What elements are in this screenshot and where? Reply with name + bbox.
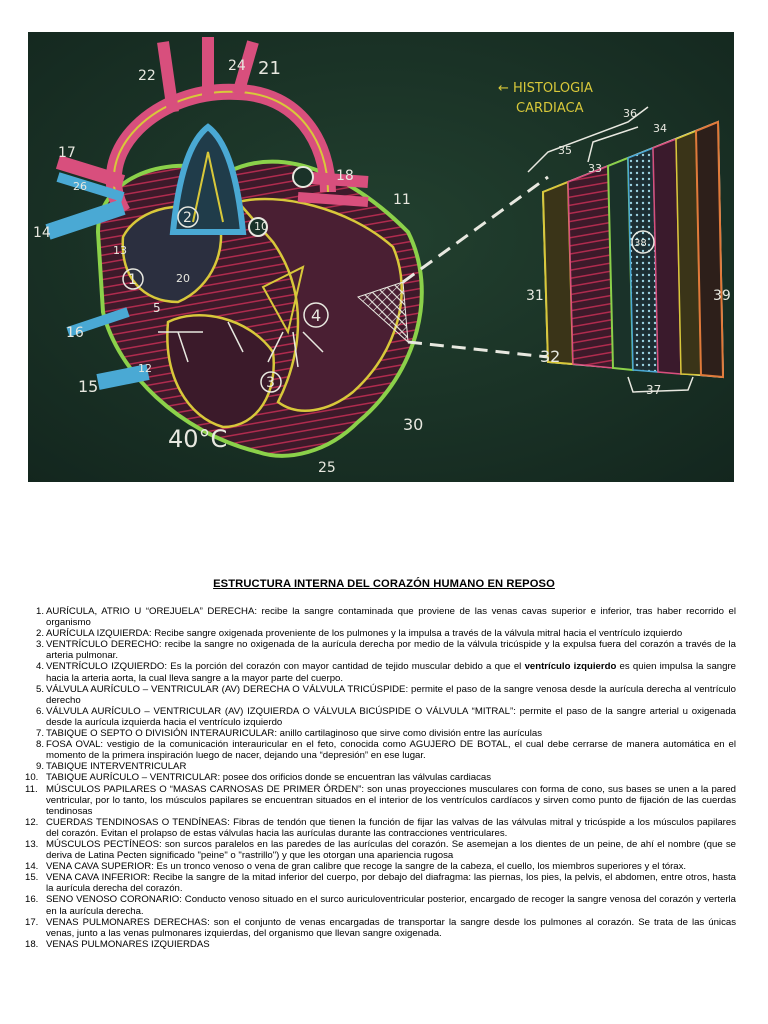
callout-label: 24 <box>228 58 246 74</box>
item-text: FOSA OVAL: vestigio de la comunicación interauricular en el feto, conocida como AGUJERO DE BOTAL, el cual debe cerrarse de manera automática en el momento de la primera inspiración luego de nacer, dejando una “depresión” en ese lugar. <box>46 739 736 762</box>
item-number: 3. <box>35 639 44 651</box>
definition-item <box>28 684 736 706</box>
callout-label: 39 <box>713 288 731 304</box>
item-text: VÁLVULA AURÍCULO – VENTRICULAR (AV) IZQUIERDA O VÁLVULA BICÚSPIDE O VÁLVULA “MITRAL”: permite el paso de la sangre arterial u oxigenada desde la aurícula izquierda hacia el ventrículo izquierdo <box>46 705 736 728</box>
myocardium-layer <box>568 166 613 368</box>
item-number: 1. <box>35 606 44 617</box>
callout-label: 30 <box>403 415 424 434</box>
item-text: SENO VENOSO CORONARIO: Conducto venoso situado en el surco auriculoventricular posterior, encargado de recoger la sangre venosa del corazón y verterla en la aurícula derecha. <box>46 894 736 917</box>
definition-item <box>25 861 736 873</box>
region-number: 2 <box>183 210 192 226</box>
item-number: 10. <box>25 772 39 784</box>
callout-label: 35 <box>558 144 572 157</box>
item-number: 8. <box>35 739 44 751</box>
item-text: TABIQUE AURÍCULO – VENTRICULAR: posee dos orificios donde se encuentran las válvulas cardiacas <box>46 772 492 784</box>
definition-item <box>25 916 736 939</box>
item-number: 18. <box>25 938 39 950</box>
item-number: 2. <box>35 628 44 640</box>
callout-label: 26 <box>73 180 87 193</box>
callout-label: 15 <box>78 377 99 396</box>
callout-label: 10 <box>254 220 268 233</box>
item-number: 11. <box>25 783 38 795</box>
item-number: 9. <box>35 761 44 773</box>
definition-item <box>28 628 736 639</box>
item-text: AURÍCULA IZQUIERDA: Recibe sangre oxigenada proveniente de los pulmones y la impulsa a través de la válvula mitral hacia el ventrículo izquierdo <box>46 628 683 640</box>
callout-label: 12 <box>138 362 152 375</box>
document-title: ESTRUCTURA INTERNA DEL CORAZÓN HUMANO EN REPOSO <box>213 578 555 590</box>
item-number: 6. <box>35 705 44 717</box>
item-text: VENAS PULMONARES IZQUIERDAS <box>46 938 210 950</box>
item-text: TABIQUE INTERVENTRICULAR <box>46 761 187 773</box>
callout-label: 18 <box>336 168 354 184</box>
callout-label: 36 <box>623 107 637 120</box>
callout-label: 25 <box>318 460 336 476</box>
item-text: VENTRÍCULO IZQUIERDO: Es la porción del corazón con mayor cantidad de tejido muscular debido a que el <box>46 661 525 673</box>
item-number: 15. <box>25 872 39 884</box>
item-number: 16. <box>25 894 39 906</box>
item-text: MÚSCULOS PECTÍNEOS: son surcos paralelos en las paredes de las aurículas del corazón. Se asemejan a los dientes de un peine, de ahí el nombre (que se deriva de Latina Pecten significado "peine" o "rastrillo") y que les otorgan una apariencia rugosa <box>46 838 736 862</box>
definition-item <box>28 661 736 683</box>
item-text: es quien impulsa la sangre hacia la arteria aorta, la cual lleva sangre a la mayor parte del cuerpo. <box>46 661 737 684</box>
definition-item <box>28 706 736 728</box>
item-number: 17. <box>25 916 39 928</box>
callout-label: 17 <box>58 145 76 161</box>
callout-label: 5 <box>153 301 161 315</box>
item-number: 7. <box>35 728 44 740</box>
definition-item <box>25 938 736 950</box>
chalkboard-photo <box>28 32 734 482</box>
item-number: 4. <box>35 661 44 673</box>
definition-item <box>25 816 736 839</box>
item-text-bold: ventrículo izquierdo <box>524 661 617 673</box>
definition-item <box>25 872 736 895</box>
callout-label: 14 <box>33 225 51 241</box>
item-text: CUERDAS TENDINOSAS O TENDÍNEAS: Fibras de tendón que tienen la función de fijar las valvas de las válvulas mitral y tricúspide a los músculos papilares del corazón. Evitan el prolapso de estas válvulas hacia las aurículas durante las contracciones ventriculares. <box>46 816 736 839</box>
definition-item <box>28 739 736 761</box>
temperature-label: 40°C <box>168 425 228 453</box>
item-text: AURÍCULA, ATRIO U “OREJUELA” DERECHA: recibe la sangre contaminada que proviene de las venas cavas superior e inferior, tras haber recorrido el organismo <box>46 606 736 629</box>
callout-label: 16 <box>66 325 84 341</box>
item-text: VÁLVULA AURÍCULO – VENTRICULAR (AV) DERECHA O VÁLVULA TRICÚSPIDE: permite el paso de la sangre venosa desde la aurícula derecha al ventrículo derecho <box>46 683 736 706</box>
definition-list <box>25 606 737 950</box>
item-text: VENAS PULMONARES DERECHAS: son el conjunto de venas encargadas de transportar la sangre desde los pulmones al corazón. Se trata de las únicas venas, junto a las venas pulmonares izquierdas, del organismo que llevan sangre oxigenada. <box>46 916 736 939</box>
callout-label: 38 <box>634 238 647 249</box>
callout-label: 22 <box>138 68 156 84</box>
item-text: VENTRÍCULO DERECHO: recibe la sangre no oxigenada de la aurícula derecha por medio de la válvula tricúspide y la expulsa fuera del corazón a través de la arteria pulmonar. <box>46 639 736 662</box>
definition-item <box>28 606 736 628</box>
region-number: 1 <box>128 272 137 288</box>
callout-label: 31 <box>526 288 544 304</box>
item-text: VENA CAVA SUPERIOR: Es un tronco venoso o vena de gran calibre que recoge la sangre de la cabeza, el cuello, los miembros superiores y el tórax. <box>46 861 687 873</box>
definition-item <box>25 772 736 784</box>
definition-item <box>28 728 736 739</box>
definition-item <box>28 761 736 772</box>
callout-label: 20 <box>176 272 190 285</box>
callout-label: 21 <box>258 58 281 79</box>
definition-item <box>25 894 736 917</box>
item-number: 13. <box>25 838 39 850</box>
board-heading-line1: ← HISTOLOGIA <box>498 81 593 96</box>
item-number: 14. <box>25 861 39 873</box>
board-heading-line2: CARDIACA <box>516 101 584 116</box>
callout-label: 11 <box>393 192 411 208</box>
item-number: 12. <box>25 816 39 828</box>
region-number: 4 <box>311 306 322 325</box>
item-text: VENA CAVA INFERIOR: Recibe la sangre de la mitad inferior del cuerpo, por debajo del diafragma: las piernas, los pies, la pelvis, el abdomen, entre otros, hasta la aurícula derecha del corazón. <box>46 872 736 895</box>
item-text: TABIQUE O SEPTO O DIVISIÓN INTERAURICULAR: anillo cartilaginoso que sirve como división entre las aurículas <box>46 728 543 740</box>
item-number: 5. <box>35 683 44 695</box>
definition-item <box>25 838 736 862</box>
callout-label: 13 <box>113 244 127 257</box>
heart-chalk-drawing <box>28 32 734 482</box>
region-number: 3 <box>266 375 275 391</box>
callout-label: 33 <box>588 162 602 175</box>
definition-item <box>28 639 736 661</box>
callout-label: 37 <box>646 383 662 397</box>
item-text: MÚSCULOS PAPILARES O “MASAS CARNOSAS DE PRIMER ÓRDEN”: son unas proyecciones musculares con forma de cono, sus bases se unen a la pared ventricular, por lo tanto, los músculos papilares se encuentran situados en el interior de los ventrículos cardíacos y sirven como punto de fijación de las cuerdas tendinosas <box>46 783 736 817</box>
callout-label: 32 <box>540 347 561 366</box>
definition-item <box>25 783 736 817</box>
callout-label: 34 <box>653 122 667 135</box>
